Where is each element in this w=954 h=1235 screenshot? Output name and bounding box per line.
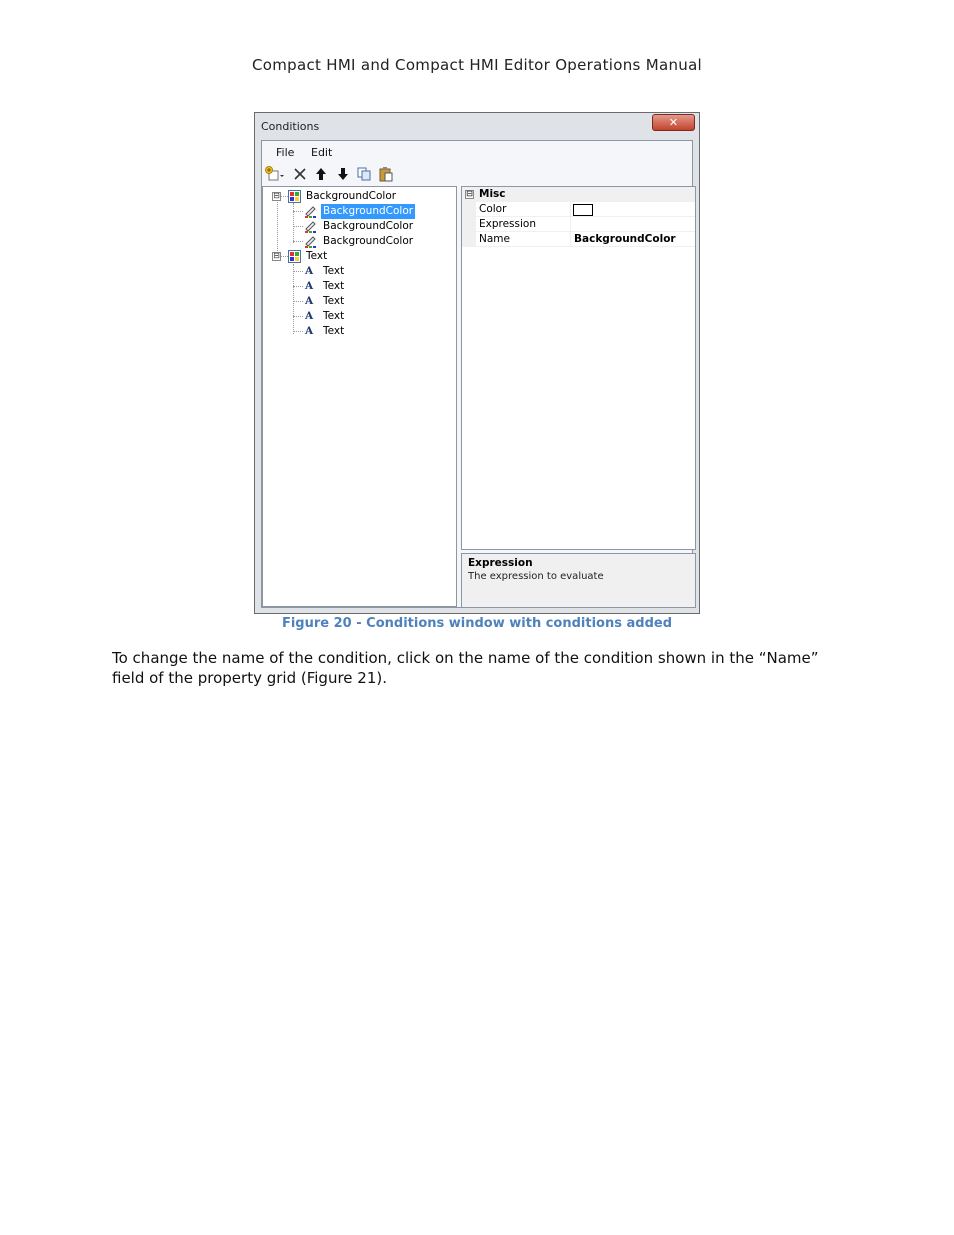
tree-connector — [293, 226, 303, 227]
tree-node-label: BackgroundColor — [323, 205, 414, 217]
body-paragraph: To change the name of the condition, click on the name of the condition shown in the “Name” field of the property grid (Figure 21). — [112, 649, 819, 687]
property-row-name[interactable] — [462, 232, 695, 247]
tree-node-label: Text — [323, 265, 345, 277]
delete-icon[interactable] — [292, 166, 308, 182]
conditions-dialog — [254, 112, 700, 614]
description-panel — [461, 553, 696, 608]
condition-group-icon — [288, 250, 301, 263]
tree-connector — [293, 286, 303, 287]
brush-icon — [304, 205, 317, 218]
tree-node-label: BackgroundColor — [306, 190, 397, 202]
condition-group-icon — [288, 190, 301, 203]
category-label: Misc — [479, 188, 506, 200]
tree-node-label: Text — [306, 250, 328, 262]
menu-bar — [262, 141, 692, 163]
close-button[interactable] — [652, 114, 695, 131]
toolbar — [262, 163, 692, 185]
property-name: Expression — [479, 218, 536, 230]
brush-icon — [304, 220, 317, 233]
color-swatch[interactable] — [573, 204, 593, 216]
window-title: Conditions — [261, 120, 320, 133]
text-icon: A — [305, 295, 314, 307]
tree-connector — [293, 331, 303, 332]
tree-node-label: Text — [323, 325, 345, 337]
tree-connector — [293, 264, 294, 334]
property-value-name[interactable]: BackgroundColor — [574, 233, 676, 245]
add-dropdown-icon[interactable] — [264, 166, 286, 182]
description-title: Expression — [468, 557, 533, 569]
property-row-expression[interactable] — [462, 217, 695, 232]
conditions-tree[interactable] — [262, 186, 457, 607]
text-icon: A — [305, 265, 314, 277]
tree-connector — [293, 301, 303, 302]
description-text: The expression to evaluate — [468, 571, 604, 582]
brush-icon — [304, 235, 317, 248]
figure-caption: Figure 20 - Conditions window with conditions added — [281, 616, 673, 631]
collapse-toggle[interactable]: ⊟ — [273, 191, 280, 200]
close-icon: ✕ — [668, 116, 679, 129]
row-gutter — [462, 202, 476, 216]
tree-connector — [293, 211, 303, 212]
menu-file[interactable]: File — [276, 146, 295, 159]
menu-edit[interactable]: Edit — [311, 146, 333, 159]
tree-connector — [281, 256, 288, 257]
property-row-color[interactable] — [462, 202, 695, 217]
tree-node-label: Text — [323, 310, 345, 322]
tree-connector — [277, 199, 278, 259]
paste-icon[interactable] — [378, 166, 394, 182]
move-up-icon[interactable] — [313, 166, 329, 182]
row-gutter — [462, 217, 476, 231]
property-category[interactable] — [462, 187, 695, 202]
collapse-toggle[interactable]: ⊟ — [466, 189, 473, 198]
tree-connector — [293, 316, 303, 317]
move-down-icon[interactable] — [335, 166, 351, 182]
tree-node-label: Text — [323, 295, 345, 307]
copy-icon[interactable] — [356, 166, 372, 182]
property-grid — [461, 186, 696, 550]
dialog-client — [261, 140, 693, 608]
title-bar — [255, 113, 699, 139]
property-name: Color — [479, 203, 507, 215]
text-icon: A — [305, 310, 314, 322]
page-header: Compact HMI and Compact HMI Editor Operations Manual — [251, 56, 703, 74]
tree-node-label: Text — [323, 280, 345, 292]
collapse-toggle[interactable]: ⊟ — [273, 251, 280, 260]
text-icon: A — [305, 325, 314, 337]
tree-connector — [293, 203, 294, 243]
tree-connector — [293, 271, 303, 272]
row-gutter — [462, 232, 476, 246]
tree-connector — [281, 196, 288, 197]
text-icon: A — [305, 280, 314, 292]
tree-connector — [293, 241, 303, 242]
tree-node-label: BackgroundColor — [323, 220, 414, 232]
property-name: Name — [479, 233, 510, 245]
tree-node-label: BackgroundColor — [323, 235, 414, 247]
